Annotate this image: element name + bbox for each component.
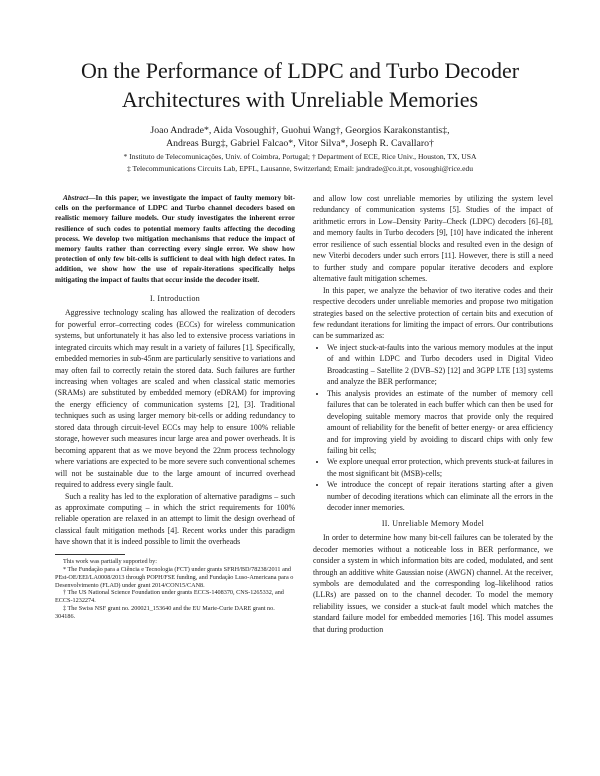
footnote-rule (55, 554, 125, 555)
authors-line-1: Joao Andrade*, Aida Vosoughi†, Guohui Wang†, Georgios Karakonstantis‡, (150, 125, 450, 136)
right-column (313, 193, 553, 635)
footnote-nsf: † The US National Science Foundation under grants ECCS-1408370, CNS-1265332, and ECCS-1232274. (55, 589, 284, 605)
model-paragraph-1: In order to determine how many bit-cell failures can be tolerated by the decoder memories without a noticeable loss in BER performance, we consider a system in which information bits are coded, modulated, and sent through an additive white Gaussian noise (AWGN) channel. At the receiver, symbols are demodulated and the corresponding log–likelihood ratios (LLRs) are passed on to the channel decoder. To model the memory reliability issues, we consider a stuck-at fault model which matches the standard failure model for embedded memories [16]. This model assumes that during production (313, 533, 553, 634)
affiliations (20, 151, 580, 174)
title-line-1: On the Performance of LDPC and Turbo Decoder (80, 58, 520, 83)
intro-paragraph-3: In this paper, we analyze the behavior of two iterative codes and their respective decoders under unreliable memories and propose two mitigation strategies based on the selective protection of certain bits and execution of few redundant iterations for limiting the impact of errors. Our contributions can be summarized as: (313, 285, 553, 341)
contribution-item: • This analysis provides an estimate of the number of memory cell failures that can be tolerated in each buffer which can then be used for developing suitable memory macros that provide only the required amount of reliability for the benefit of better energy- or area efficiency and for improving yield by avoiding to discard chips with only few failing bit cells; (327, 388, 553, 457)
footnote-fct: * The Fundação para a Ciência e Tecnologia (FCT) under grants SFRH/BD/78238/2011 and PEst-OE/EEI/LA0008/2013 through POPH/FSE funding, and Fundação Luso-Americana para o Desenvolvimento (FLAD) under grant 2014/CON15/CAN8. (55, 565, 294, 589)
footnote-snsf: ‡ The Swiss NSF grant no. 200021_153640 and the EU Marie-Curie DARE grant no. 304186. (55, 605, 275, 621)
paper-title (40, 56, 560, 114)
affiliation-line-1: * Instituto de Telecomunicações, Univ. of Coimbra, Portugal; † Department of ECE, Rice Univ., Houston, TX, USA (123, 152, 477, 161)
authors-line-2: Andreas Burg‡, Gabriel Falcao*, Vitor Silva*, Joseph R. Cavallaro† (166, 138, 434, 149)
abstract-label: Abstract (63, 193, 89, 202)
intro-paragraph-continued: and allow low cost unreliable memories by utilizing the system level redundancy of communication systems [5]. Studies of the impact of arithmetic errors in Low–Density Parity–Check (LDPC) decoders [6]–[8], and memory faults in Turbo decoders [9], [10] have indicated the inherent error resilience of such essential blocks and resulted even in the design of new Viterbi decoders under such errors [11]. However, there is still a need to further study and compare popular iterative decoders and explore alternative fault mitigation schemes. (313, 194, 553, 284)
contribution-item: • We inject stuck-at-faults into the various memory modules at the input of and within LDPC and Turbo decoders used in Digital Video Broadcasting – Satellite 2 (DVB–S2) [12] and 3GPP LTE [13] systems and analyze the BER performance; (327, 342, 553, 388)
contribution-list (313, 342, 553, 514)
footnote-funding-intro: This work was partially supported by: (63, 557, 157, 565)
affiliation-line-2: ‡ Telecommunications Circuits Lab, EPFL, Lausanne, Switzerland; Email: jandrade@co.it.pt, vosoughi@rice.edu (126, 163, 474, 173)
intro-paragraph-1: Aggressive technology scaling has allowed the realization of decoders for powerful error–correcting codes (ECCs) for wireless communication systems, but unfortunately it has also led to extensive process variations in integrated circuits which may result in a variety of failures [1]. Specifically, embedded memories in sub-45nm are particularly sensitive to variations and may often fail to correctly retain the stored data. Such failures are further increasing when voltages are scaled and when classical static memories (SRAMs) are substituted by embedded memory (eDRAM) for improving the energy efficiency of communication systems [2], [3]. Traditional techniques such as using larger memory bit-cells or adding redundancy to stored data through circuit-level ECCs may help to ensure 100% reliable storage, however such measures incur large area and power overheads. It is becoming apparent that as we move beyond the 22nm process technology where variations are expected to be more severe such conventional schemes will not be sustainable due to the large amount of incurred overhead required to address every single fault. (55, 308, 295, 490)
left-column (55, 193, 295, 621)
abstract-text: —In this paper, we investigate the impact of faulty memory bit-cells on the performance of LDPC and Turbo channel decoders based on realistic memory failure models. Our study investigates the inherent error resilience of such codes to potential memory faults affecting the decoding process. We develop two mitigation mechanisms that reduce the impact of memory faults rather than correcting every single error. We show how protection of only few bit-cells is sufficient to deal with high defect rates. In addition, we show how the use of repair-iterations specifically helps mitigating the impact of faults that occur inside the decoder itself. (55, 193, 295, 284)
contribution-item: • We explore unequal error protection, which prevents stuck-at failures in the most significant bit (MSB)-cells; (327, 456, 553, 479)
title-line-2: Architectures with Unreliable Memories (121, 87, 479, 112)
section-heading-memory-model: II. Unreliable Memory Model (381, 518, 485, 528)
author-list (40, 124, 560, 150)
intro-paragraph-2: Such a reality has led to the exploration of alternative paradigms – such as approximate computing – in which the strict requirements for 100% reliable operation are relaxed in an attempt to limit the design overhead of classical fault mitigation methods [4]. Recent works under this paradigm have shown that it is indeed possible to limit the overheads (55, 491, 295, 547)
section-heading-introduction: I. Introduction (149, 293, 201, 303)
contribution-item: • We introduce the concept of repair iterations starting after a given number of decoding iterations which can eliminate all the errors in the decoder inner memories. (327, 479, 553, 513)
abstract (55, 193, 295, 285)
